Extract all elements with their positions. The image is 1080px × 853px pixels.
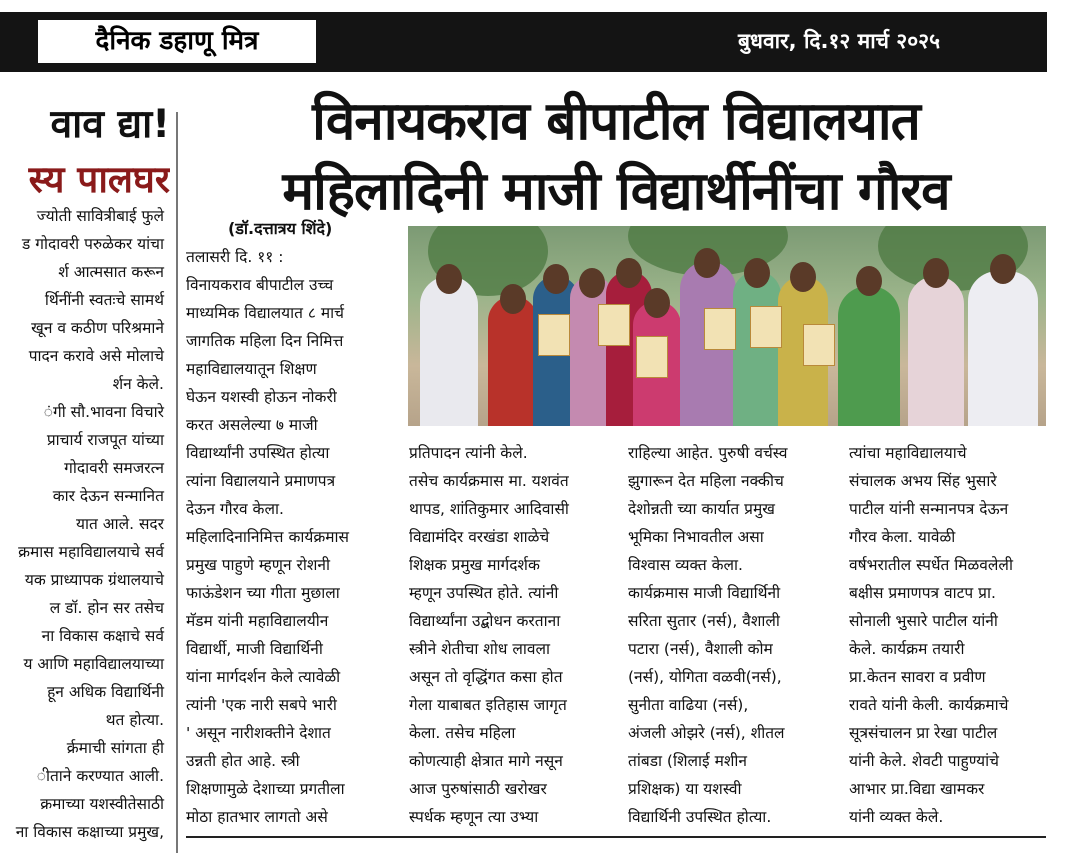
issue-date: बुधवार, दि.१२ मार्च २०२५ <box>738 29 940 53</box>
text-line: र्शन केले. <box>112 375 164 393</box>
text-line: विद्यार्थिनी उपस्थित होत्या. <box>628 808 772 826</box>
article-column-2 <box>409 439 609 831</box>
text-line: यांनी केले. शेवटी पाहुण्यांचे <box>849 752 999 770</box>
text-line: सुनीता वाढिया (नर्स), <box>628 696 749 714</box>
text-line: त्यांनी 'एक नारी सबपे भारी <box>186 696 337 714</box>
text-line: मोठा हातभार लागतो असे <box>186 808 328 826</box>
text-line: तसेच कार्यक्रमास मा. यशवंत <box>409 472 569 490</box>
text-line: खून व कठीण परिश्रमाने <box>31 319 164 337</box>
text-line: केले. कार्यक्रम तयारी <box>849 640 965 658</box>
text-line: र्क्रमाची सांगता ही <box>66 739 164 757</box>
left-body-text <box>0 202 164 846</box>
text-line: त्यांचा महाविद्यालयाचे <box>849 444 967 462</box>
headline-line-1: विनायकराव बीपाटील विद्यालयात <box>312 91 920 152</box>
text-line: महिलादिनानिमित्त कार्यक्रमास <box>186 528 350 546</box>
text-line: देशोन्नती च्या कार्यात प्रमुख <box>628 500 775 518</box>
text-line: तांबडा (शिलाई मशीन <box>628 752 748 770</box>
text-line: संचालक अभय सिंह भुसारे <box>849 472 997 490</box>
text-line: हून अधिक विद्यार्थिनी <box>47 683 164 701</box>
text-line: थत होत्या. <box>105 711 164 729</box>
text-line: ड गोदावरी परुळेकर यांचा <box>22 235 164 253</box>
text-line: यांनी व्यक्त केले. <box>849 808 944 826</box>
text-line: विनायकराव बीपाटील उच्च <box>186 276 334 294</box>
text-line: प्रा.केतन सावरा व प्रवीण <box>849 668 986 686</box>
text-line: विद्यार्थ्यांनी उपस्थित होत्या <box>186 444 330 462</box>
text-line: वर्षभरातील स्पर्धेत मिळवलेली <box>849 556 1013 574</box>
text-line: गौरव केला. यावेळी <box>849 528 956 546</box>
text-line: पाटील यांनी सन्मानपत्र देऊन <box>849 500 1009 518</box>
text-line: थापड, शांतिकुमार आदिवासी <box>409 500 569 518</box>
article-column-4 <box>849 439 1049 831</box>
text-line: त्यांना विद्यालयाने प्रमाणपत्र <box>186 472 336 490</box>
text-line: विश्वास व्यक्त केला. <box>628 556 743 574</box>
text-line: यांना मार्गदर्शन केले त्यावेळी <box>186 668 341 686</box>
text-line: यात आले. सदर <box>75 515 164 533</box>
left-article-column <box>0 92 170 853</box>
text-line: कार देऊन सन्मानित <box>52 487 164 505</box>
text-line: कार्यक्रमास माजी विद्यार्थिनी <box>628 584 781 602</box>
text-line: पटारा (नर्स), वैशाली कोम <box>628 640 773 658</box>
text-line: भूमिका निभावतील असा <box>628 528 764 546</box>
text-line: स्त्रीने शेतीचा शोध लावला <box>409 640 550 658</box>
text-line: केला. तसेच महिला <box>409 724 516 742</box>
text-line: प्रमुख पाहुणे म्हणून रोशनी <box>186 556 331 574</box>
text-line: सोनाली भुसारे पाटील यांनी <box>849 612 998 630</box>
article-column-3 <box>628 439 833 831</box>
text-line: करत असलेल्या ७ माजी <box>186 416 318 434</box>
newspaper-name: दैनिक डहाणू मित्र <box>38 20 316 63</box>
left-headline-2: स्य पालघर <box>28 158 170 201</box>
text-line: (नर्स), योगिता वळवी(नर्स), <box>628 668 782 686</box>
text-line: प्राचार्य राजपूत यांच्या <box>46 431 164 449</box>
text-line: क्रमाच्या यशस्वीतेसाठी <box>40 795 164 813</box>
text-line: असून तो वृद्धिंगत कसा होत <box>409 668 563 686</box>
text-line: आज पुरुषांसाठी खरोखर <box>409 780 547 798</box>
text-line: सरिता सुतार (नर्स), वैशाली <box>628 612 780 630</box>
text-line: तलासरी दि. ११ : <box>186 248 284 266</box>
text-line: प्रशिक्षक) या यशस्वी <box>628 780 742 798</box>
text-line: ज्योती सावित्रीबाई फुले <box>36 207 164 225</box>
text-line: शिक्षणामुळे देशाच्या प्रगतीला <box>186 780 345 798</box>
text-line: पादन करावे असे मोलाचे <box>28 347 164 365</box>
text-line: र्श आत्मसात करून <box>58 263 164 281</box>
text-line: बक्षीस प्रमाणपत्र वाटप प्रा. <box>849 584 996 602</box>
text-line: अंजली ओझरे (नर्स), शीतल <box>628 724 785 742</box>
text-line: झुगारून देत महिला नक्कीच <box>628 472 784 490</box>
text-line: घेऊन यशस्वी होऊन नोकरी <box>186 388 337 406</box>
text-line: आभार प्रा.विद्या खामकर <box>849 780 985 798</box>
text-line: प्रतिपादन त्यांनी केले. <box>409 444 528 462</box>
text-line: जागतिक महिला दिन निमित्त <box>186 332 344 350</box>
text-line: देऊन गौरव केला. <box>186 500 284 518</box>
text-line: गोदावरी समजरत्न <box>64 459 164 477</box>
text-line: राहिल्या आहेत. पुरुषी वर्चस्व <box>628 444 788 462</box>
text-line: कोणत्याही क्षेत्रात मागे नसून <box>409 752 563 770</box>
text-line: रावते यांनी केली. कार्यक्रमाचे <box>849 696 1009 714</box>
column-divider <box>176 112 178 853</box>
text-line: म्हणून उपस्थित होते. त्यांनी <box>409 584 559 602</box>
text-line: मॅडम यांनी महाविद्यालयीन <box>186 612 329 630</box>
text-line: विद्यामंदिर वरखंडा शाळेचे <box>409 528 550 546</box>
article-headline <box>186 87 1046 227</box>
left-headline-1: वाव द्या! <box>50 102 170 147</box>
text-line: शिक्षक प्रमुख मार्गदर्शक <box>409 556 540 574</box>
text-line: माध्यमिक विद्यालयात ८ मार्च <box>186 304 345 322</box>
text-line: उन्नती होत आहे. स्त्री <box>186 752 300 770</box>
text-line: महाविद्यालयातून शिक्षण <box>186 360 317 378</box>
text-line: ' असून नारीशक्तीने देशात <box>186 724 331 742</box>
byline: (डॉ.दत्तात्रय शिंदे) <box>228 219 333 238</box>
bottom-rule <box>186 836 1046 838</box>
article-column-1 <box>186 243 386 831</box>
text-line: ीताने करण्यात आली. <box>36 767 164 785</box>
group-photo <box>408 226 1046 426</box>
text-line: गेला याबाबत इतिहास जागृत <box>409 696 567 714</box>
text-line: ना विकास कक्षाचे सर्व <box>41 627 164 645</box>
text-line: ंगी सौ.भावना विचारे <box>43 403 164 421</box>
text-line: विद्यार्थ्यांना उद्बोधन करताना <box>409 612 561 630</box>
text-line: ल डॉ. होन सर तसेच <box>49 599 164 617</box>
text-line: स्पर्धक म्हणून त्या उभ्या <box>409 808 539 826</box>
text-line: ना विकास कक्षाच्या प्रमुख, <box>15 823 164 841</box>
text-line: यक प्राध्यापक ग्रंथालयाचे <box>24 571 164 589</box>
headline-line-2: महिलादिनी माजी विद्यार्थीनींचा गौरव <box>282 161 950 222</box>
text-line: फाऊंडेशन च्या गीता मुछाला <box>186 584 340 602</box>
text-line: र्थिनींनी स्वतःचे सामर्थ <box>44 291 164 309</box>
text-line: विद्यार्थी, माजी विद्यार्थिनी <box>186 640 323 658</box>
text-line: क्रमास महाविद्यालयाचे सर्व <box>18 543 164 561</box>
text-line: य आणि महाविद्यालयाच्या <box>23 655 164 673</box>
text-line: सूत्रसंचालन प्रा रेखा पाटील <box>849 724 998 742</box>
